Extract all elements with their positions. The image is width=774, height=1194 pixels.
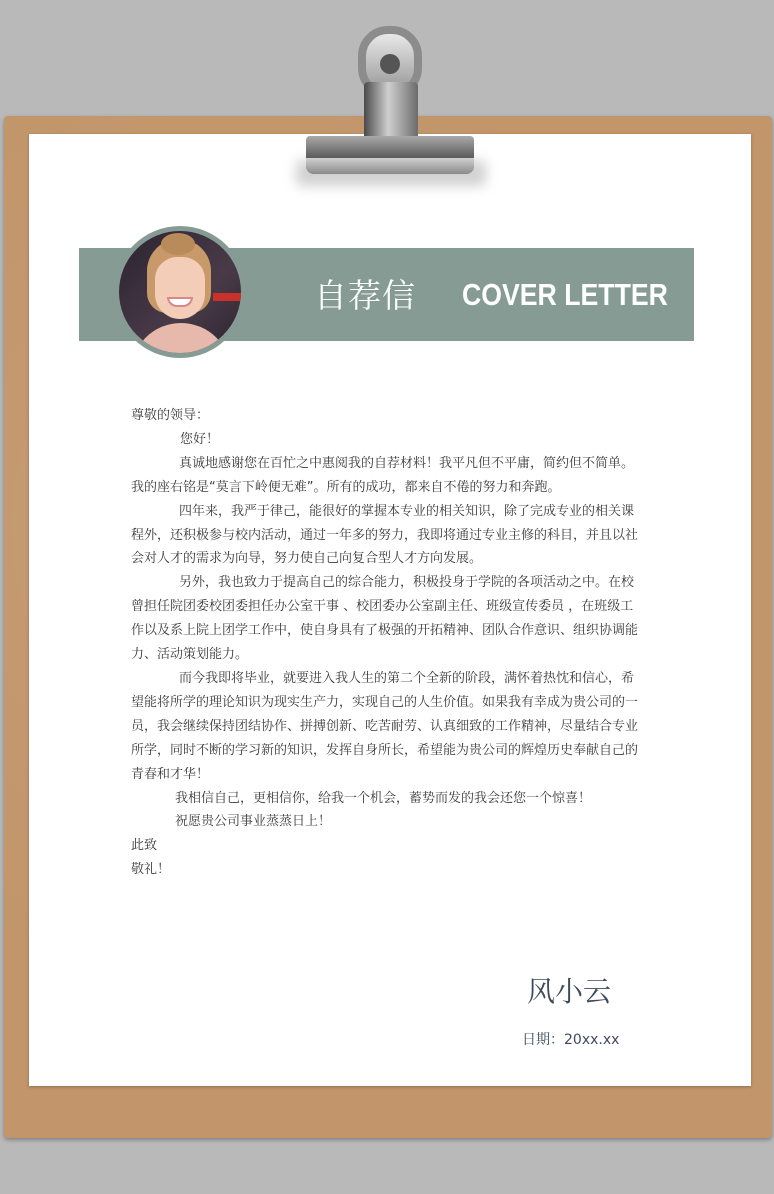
letter-paragraph: 而今我即将毕业，就要进入我人生的第二个全新的阶段，满怀着热忱和信心，希望能将所学的理论知识为现实生产力，实现自己的人生价值。如果我有幸成为贵公司的一员，我会继续保持团结协作、拼搏创新、吃苦耐劳、认真细致的工作精神，尽量结合专业所学，同时不断的学习新的知识，发挥自身所长，希望能为贵公司的辉煌历史奉献自己的青春和才华！ — [131, 670, 639, 782]
avatar-body — [131, 323, 231, 353]
clip-hole — [380, 54, 400, 74]
avatar-backdrop-logo — [213, 293, 241, 301]
page-title-cn: 自荐信 — [314, 276, 416, 315]
clip-arm — [364, 82, 418, 144]
avatar-photo — [119, 231, 241, 353]
letter-paragraph: 四年来，我严于律己，能很好的掌握本专业的相关知识，除了完成专业的相关课程外，还积极参与校内活动，通过一年多的努力，我即将通过专业主修的科目，并且以社会对人才的需求为向导，努力使自己向复合型人才方向发展。 — [131, 503, 639, 567]
letter-paragraph: 另外，我也致力于提高自己的综合能力，积极投身于学院的各项活动之中。在校曾担任院团委校团委担任办公室干事 、校团委办公室副主任、班级宣传委员 ，在班级工作以及系上院上团学工作中，使自身具有了极强的开拓精神、团队合作意识、组织协调能力、活动策划能力。 — [131, 575, 639, 663]
avatar-hair-bun — [161, 233, 195, 255]
letter-salutation: 尊敬的领导： — [131, 408, 210, 423]
avatar-face — [155, 257, 205, 319]
letter-paragraph: 真诚地感谢您在百忙之中惠阅我的自荐材料！我平凡但不平庸，简约但不简单。我的座右铭是“莫言下岭便无难”。所有的成功，都来自不倦的努力和奔跑。 — [131, 455, 635, 495]
clip-lip — [306, 158, 474, 174]
signature-name: 风小云 — [527, 975, 612, 1008]
letter-sign-off: 敬礼！ — [131, 862, 171, 878]
letter-closing-line: 祝愿贵公司事业蒸蒸日上！ — [175, 814, 332, 830]
signature-date: 日期：20xx.xx — [522, 1032, 620, 1048]
letter-greeting: 您好！ — [180, 431, 220, 447]
letter-body — [131, 404, 644, 882]
avatar — [114, 226, 246, 358]
letter-closing-line: 我相信自己，更相信你，给我一个机会，蓄势而发的我会还您一个惊喜！ — [175, 790, 592, 806]
page-title-en: COVER LETTER — [462, 277, 668, 312]
letter-sign-off: 此致 — [131, 838, 158, 854]
